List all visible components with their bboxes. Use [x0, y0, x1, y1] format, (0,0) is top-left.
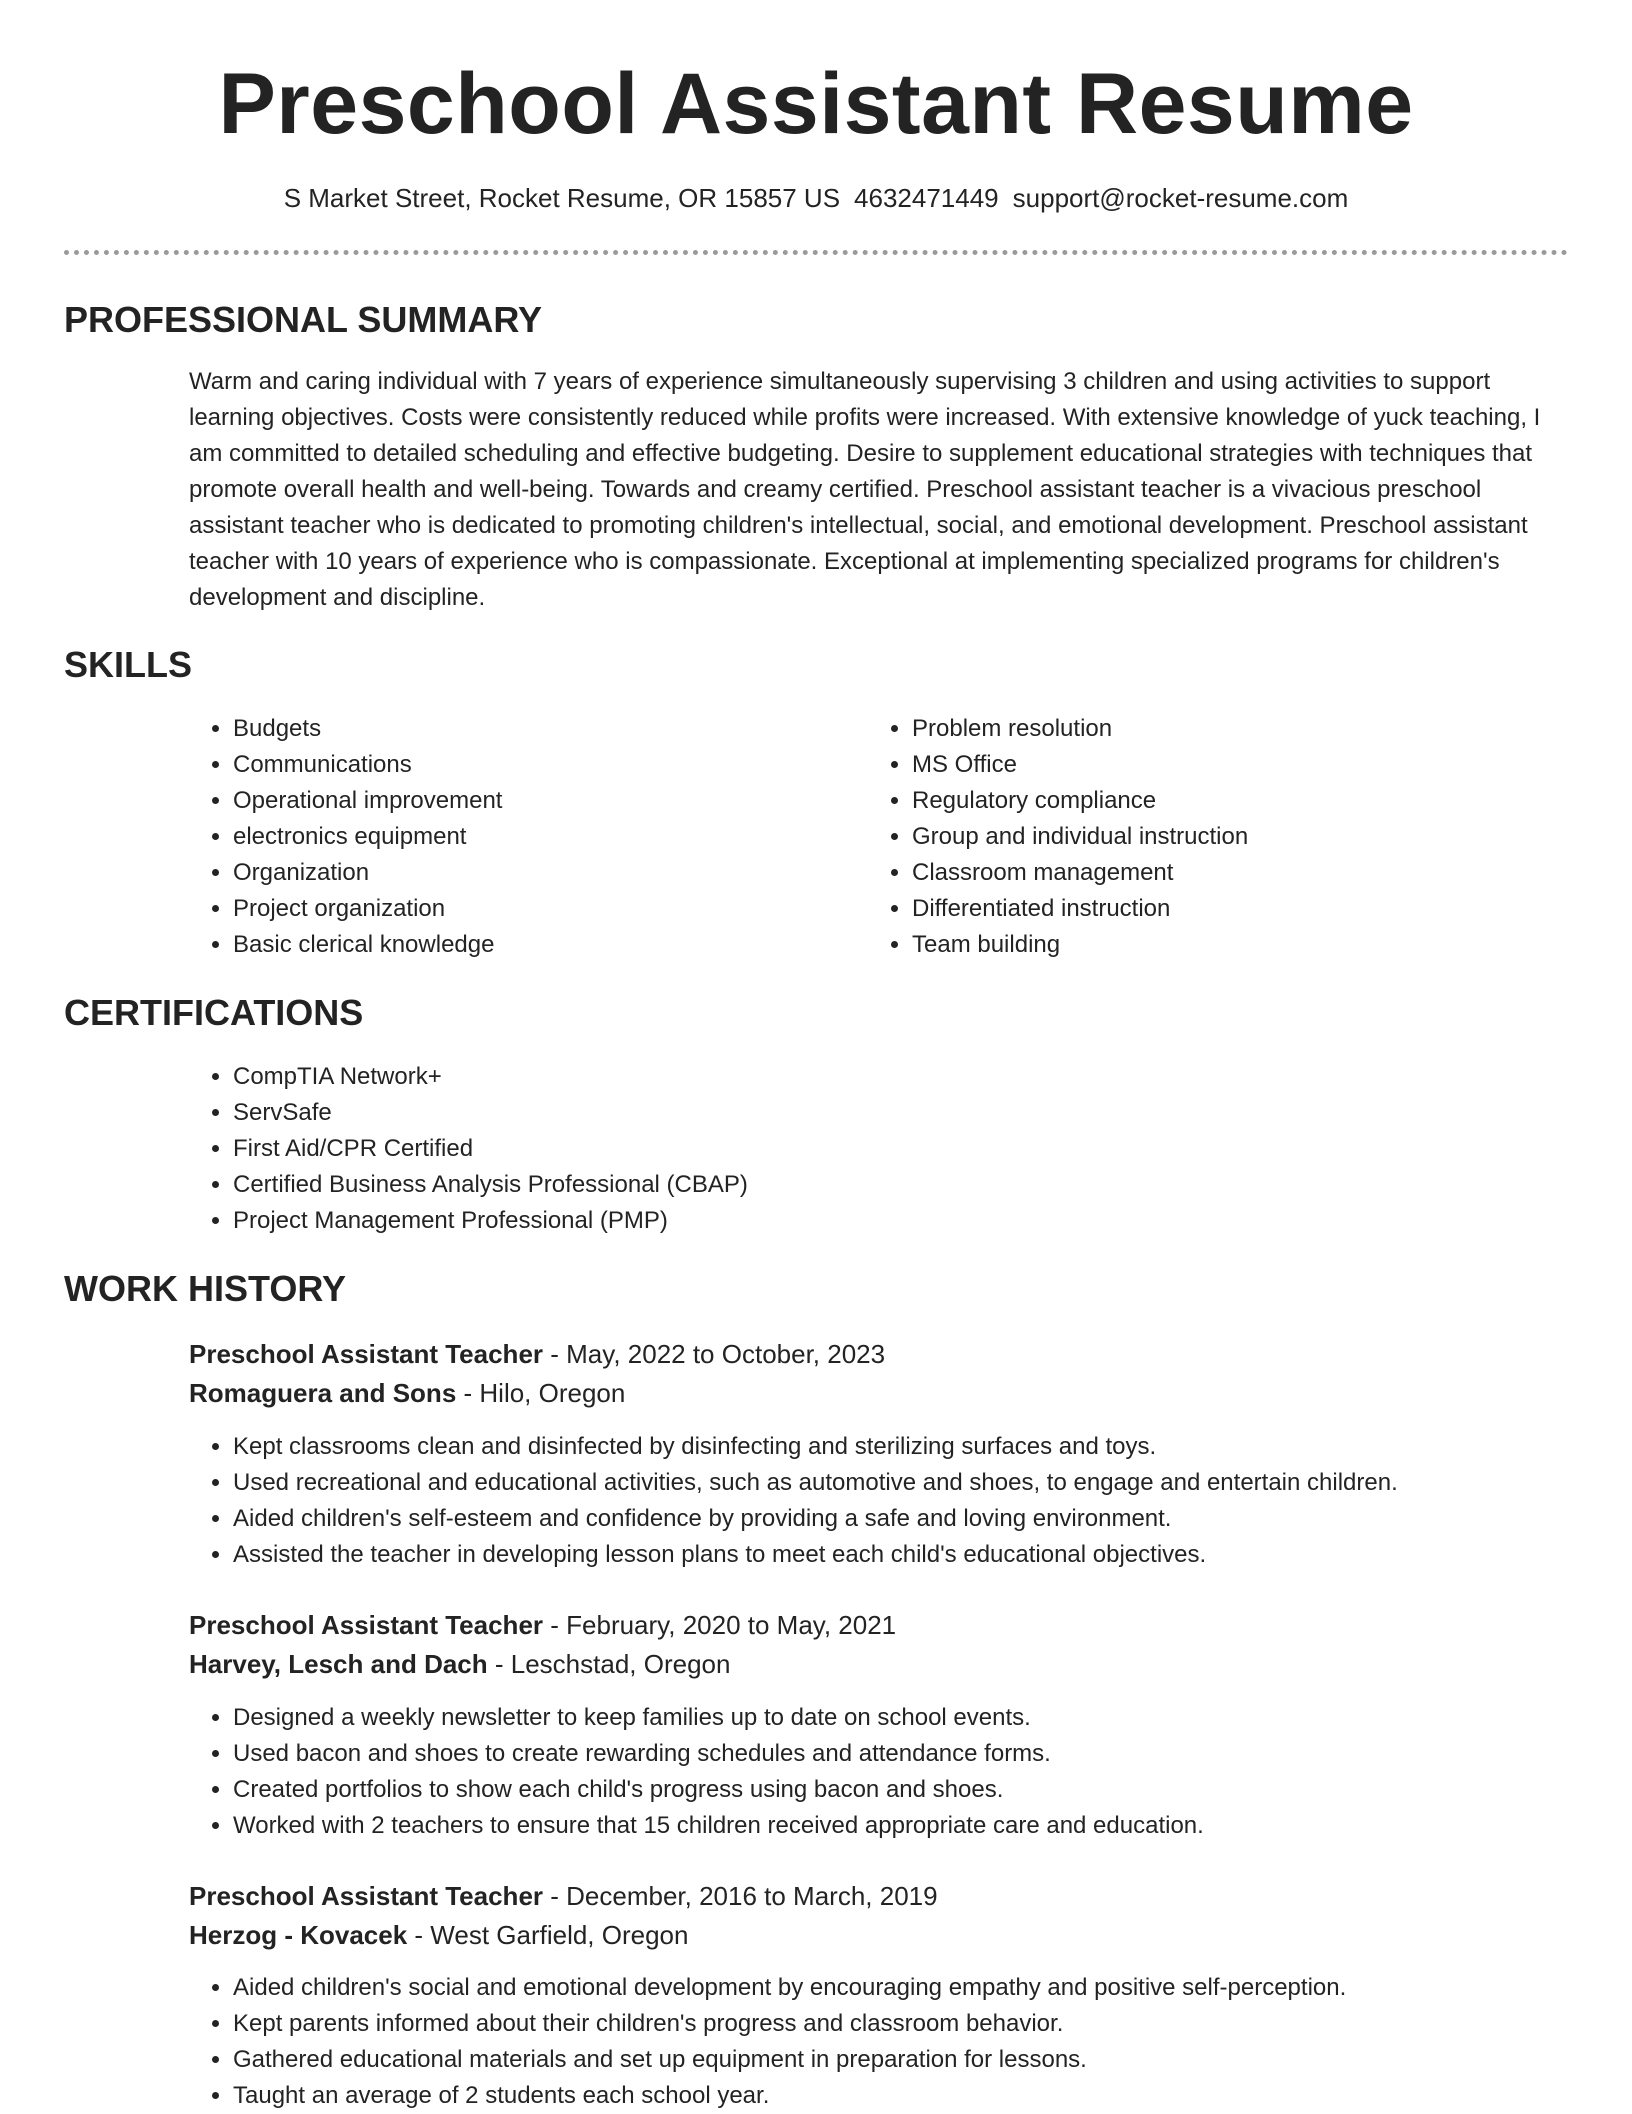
job-bullet: • Designed a weekly newsletter to keep families up to date on school events. [233, 1700, 1613, 1736]
skill-item: • Budgets [233, 711, 873, 747]
job-company: Harvey, Lesch and Dach [189, 1649, 488, 1679]
skills-list-right [868, 711, 1552, 963]
job-bullet: • Taught an average of 2 students each school year. [233, 2078, 1613, 2114]
work-history-heading: WORK HISTORY [64, 1268, 347, 1309]
job-company: Romaguera and Sons [189, 1378, 457, 1408]
certifications-list [189, 1059, 1533, 1239]
skill-item: • Problem resolution [912, 711, 1552, 747]
job-dates: - May, 2022 to October, 2023 [543, 1339, 886, 1369]
skill-item: • MS Office [912, 747, 1552, 783]
certification-item: • First Aid/CPR Certified [233, 1131, 1533, 1167]
job-title-line [189, 1334, 885, 1374]
summary-text: Warm and caring individual with 7 years of experience simultaneously supervising 3 children and using activities to support learning objectives. Costs were consistently reduced while profits were increased. With extensive knowledge of yuck teaching, I am committed to detailed scheduling and effective budgeting. Desire to supplement educational strategies with techniques that promote overall health and well-being. Towards and creamy certified. Preschool assistant teacher is a vivacious preschool assistant teacher who is dedicated to promoting children's intellectual, social, and emotional development. Preschool assistant teacher with 10 years of experience who is compassionate. Exceptional at implementing specialized programs for children's development and discipline. [189, 368, 1541, 611]
summary-heading: PROFESSIONAL SUMMARY [64, 299, 543, 340]
contact-line [0, 181, 1632, 215]
certification-item: • ServSafe [233, 1095, 1533, 1131]
job-title-line [189, 1876, 938, 1916]
job-company-line [189, 1373, 625, 1413]
skill-item: • Classroom management [912, 855, 1552, 891]
skill-item: • Differentiated instruction [912, 891, 1552, 927]
skill-item: • Group and individual instruction [912, 819, 1552, 855]
certifications-heading: CERTIFICATIONS [64, 992, 364, 1033]
job-title: Preschool Assistant Teacher [189, 1339, 544, 1369]
job-bullets [189, 1700, 1613, 1844]
contact-phone: 4632471449 [854, 183, 999, 213]
skill-item: • Project organization [233, 891, 873, 927]
job-bullet: • Kept classrooms clean and disinfected by disinfecting and sterilizing surfaces and toys. [233, 1429, 1613, 1465]
job-bullet: • Aided children's self-esteem and confidence by providing a safe and loving environment. [233, 1501, 1613, 1537]
skill-item: • Communications [233, 747, 873, 783]
job-bullets [189, 1429, 1613, 1573]
job-bullet: • Assisted the teacher in developing lesson plans to meet each child's educational objectives. [233, 1537, 1613, 1573]
skill-item: • Regulatory compliance [912, 783, 1552, 819]
header-divider [64, 250, 1568, 255]
job-dates: - December, 2016 to March, 2019 [543, 1881, 938, 1911]
job-bullet: • Aided children's social and emotional development by encouraging empathy and positive self-perception. [233, 1970, 1613, 2006]
job-location: - West Garfield, Oregon [407, 1920, 689, 1950]
job-bullet: • Created portfolios to show each child's progress using bacon and shoes. [233, 1772, 1613, 1808]
job-bullet: • Gathered educational materials and set up equipment in preparation for lessons. [233, 2042, 1613, 2078]
job-dates: - February, 2020 to May, 2021 [543, 1610, 897, 1640]
certification-item: • CompTIA Network+ [233, 1059, 1533, 1095]
job-company-line [189, 1644, 730, 1684]
skill-item: • electronics equipment [233, 819, 873, 855]
skill-item: • Team building [912, 927, 1552, 963]
job-title: Preschool Assistant Teacher [189, 1881, 544, 1911]
resume-title: Preschool Assistant Resume [218, 56, 1414, 152]
certification-item: • Certified Business Analysis Professional (CBAP) [233, 1167, 1533, 1203]
job-company: Herzog - Kovacek [189, 1920, 408, 1950]
job-company-line [189, 1915, 688, 1955]
job-bullet: • Used recreational and educational activities, such as automotive and shoes, to engage and entertain children. [233, 1465, 1613, 1501]
skill-item: • Organization [233, 855, 873, 891]
skills-list-left [189, 711, 873, 963]
contact-email: support@rocket-resume.com [1012, 183, 1349, 213]
job-title-line [189, 1605, 896, 1645]
job-bullets [189, 1970, 1613, 2114]
job-location: - Leschstad, Oregon [487, 1649, 731, 1679]
skill-item: • Operational improvement [233, 783, 873, 819]
job-title: Preschool Assistant Teacher [189, 1610, 544, 1640]
job-bullet: • Used bacon and shoes to create rewarding schedules and attendance forms. [233, 1736, 1613, 1772]
contact-address: S Market Street, Rocket Resume, OR 15857 US [283, 183, 841, 213]
certification-item: • Project Management Professional (PMP) [233, 1203, 1533, 1239]
skills-heading: SKILLS [64, 644, 193, 685]
job-bullet: • Worked with 2 teachers to ensure that 15 children received appropriate care and education. [233, 1808, 1613, 1844]
skill-item: • Basic clerical knowledge [233, 927, 873, 963]
job-location: - Hilo, Oregon [456, 1378, 626, 1408]
job-bullet: • Kept parents informed about their children's progress and classroom behavior. [233, 2006, 1613, 2042]
